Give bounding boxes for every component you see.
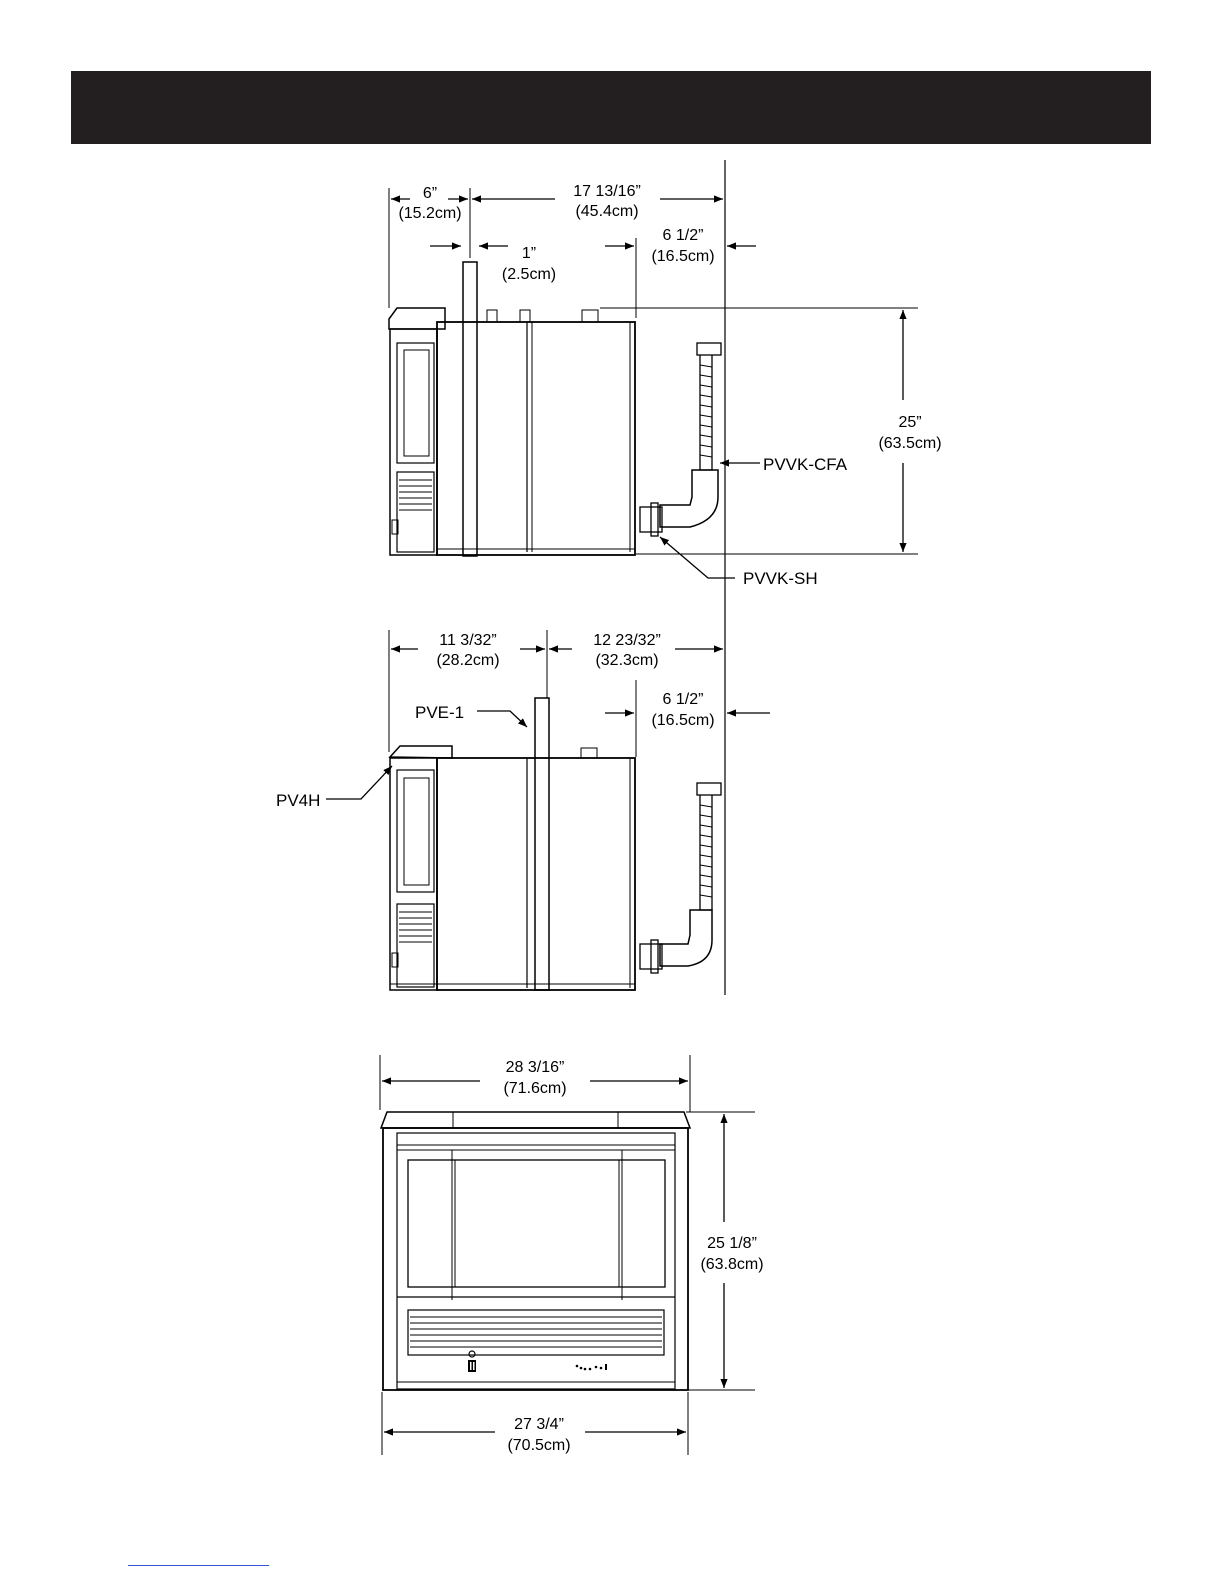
dim-12in-cm-label: (32.3cm) [595, 652, 659, 669]
dimension-arrows-1 [391, 199, 903, 578]
dim-clearance-2-label: 6 1/2” [662, 691, 704, 708]
pvvk-cfa-label: PVVK-CFA [763, 455, 848, 474]
side-view-1 [389, 160, 918, 995]
dim-17in-cm-label: (45.4cm) [575, 203, 639, 220]
front-view [380, 1055, 755, 1455]
dim-1in-cm-label: (2.5cm) [501, 266, 557, 283]
dim-27in-label: 27 3/4” [514, 1416, 564, 1433]
dim-17in-label: 17 13/16” [573, 183, 641, 200]
louvers-1 [399, 480, 432, 510]
dimension-labels-2 [276, 632, 715, 810]
dim-clearance-cm-label: (16.5cm) [651, 248, 715, 265]
dim-clearance-2-cm-label: (16.5cm) [651, 712, 715, 729]
dim-6in-label: 6” [422, 185, 438, 202]
control-dots [576, 1364, 607, 1370]
dim-11in-label: 11 3/32” [439, 632, 497, 649]
pv4h-label: PV4H [276, 791, 321, 810]
pve-1-label: PVE-1 [415, 703, 465, 722]
dim-11in-cm-label: (28.2cm) [436, 652, 500, 669]
pvvk-sh-label: PVVK-SH [743, 569, 818, 588]
dim-28in-label: 28 3/16” [505, 1059, 565, 1076]
louvers-2 [399, 912, 432, 942]
front-louvers [410, 1317, 662, 1347]
dimension-arrows-3 [382, 1081, 724, 1432]
dim-25in-cm-label: (63.5cm) [878, 435, 942, 452]
dim-clearance-label: 6 1/2” [662, 227, 704, 244]
side-view-2 [389, 630, 721, 990]
footer-link-underline [128, 1565, 269, 1566]
dim-28in-cm-label: (71.6cm) [503, 1080, 567, 1097]
dim-25-18-label: 25 1/8” [707, 1235, 757, 1252]
dim-27in-cm-label: (70.5cm) [507, 1437, 571, 1454]
dim-25-18-cm-label: (63.8cm) [700, 1256, 764, 1273]
dim-6in-cm-label: (15.2cm) [398, 205, 462, 222]
dim-25in-label: 25” [898, 414, 922, 431]
dim-1in-label: 1” [521, 245, 537, 262]
dim-12in-label: 12 23/32” [593, 632, 661, 649]
info-icon [469, 1351, 475, 1357]
